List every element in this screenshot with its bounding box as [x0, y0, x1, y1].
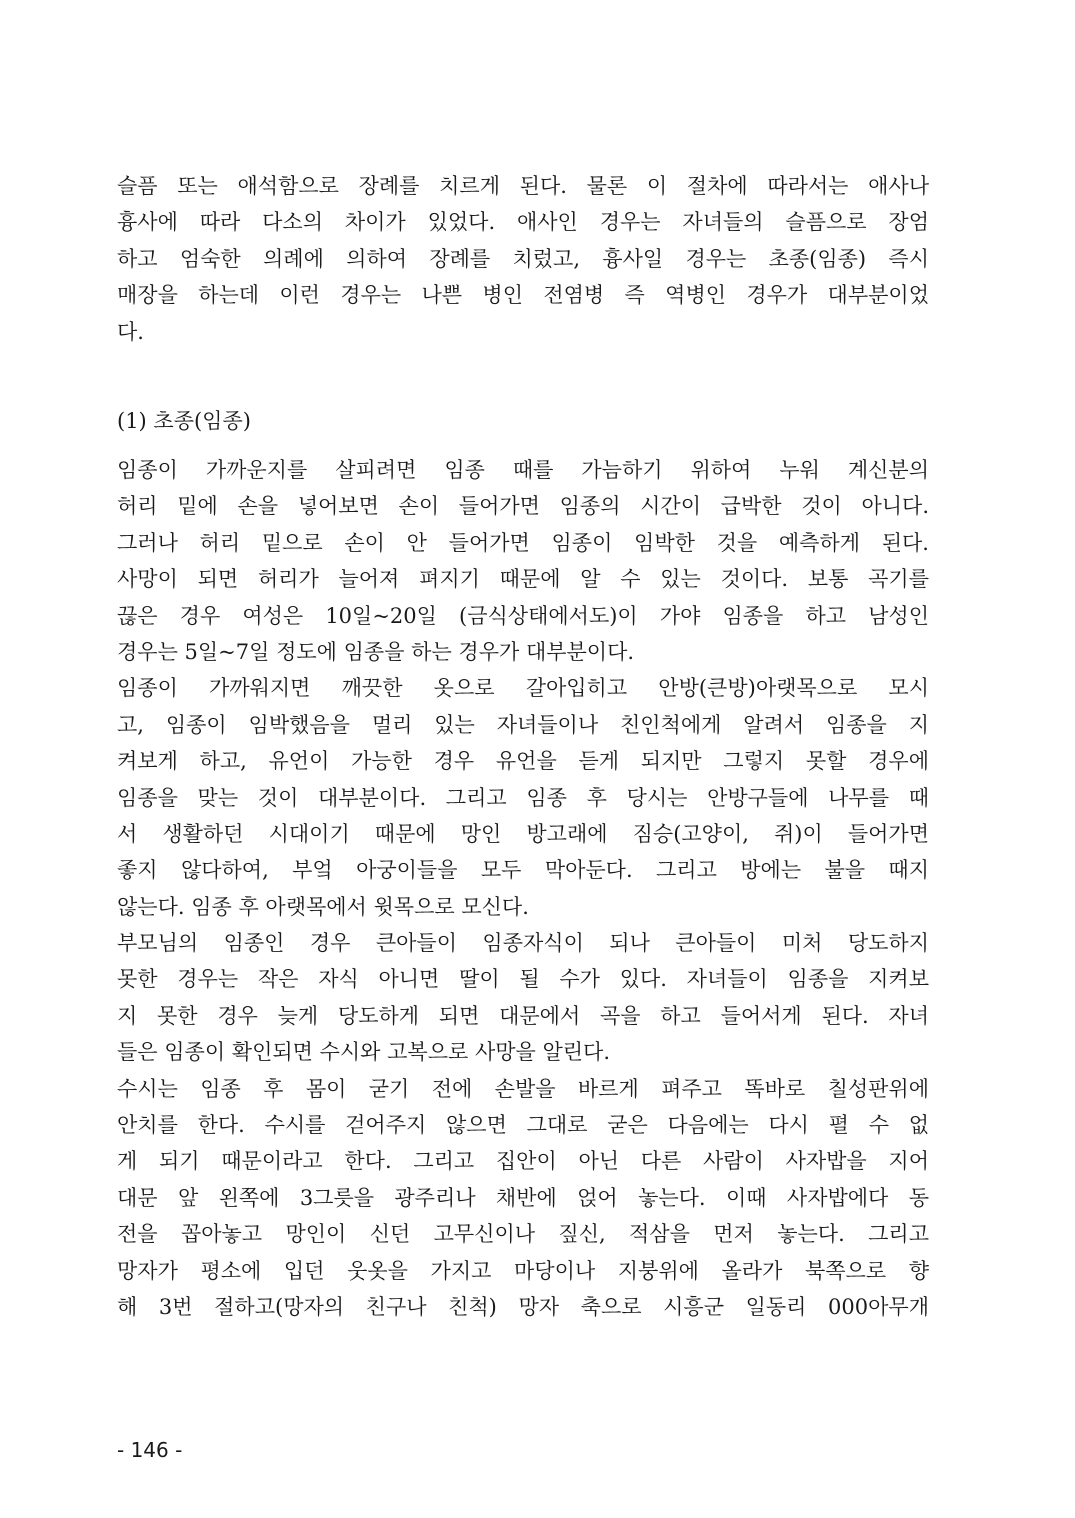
- text-line: 임종이 가까운지를 살피려면 임종 때를 가늠하기 위하여 누워 계신분의: [117, 458, 929, 482]
- text-line: 들은 임종이 확인되면 수시와 고복으로 사망을 알린다.: [117, 1040, 611, 1065]
- text-line: 해 3번 절하고(망자의 친구나 친척) 망자 축으로 시흥군 일동리 000아무개: [117, 1294, 929, 1319]
- text-line: 허리 밑에 손을 넣어보면 손이 들어가면 임종의 시간이 급박한 것이 아니다.: [117, 494, 929, 519]
- text-line: 매장을 하는데 이런 경우는 나쁜 병인 전염병 즉 역병인 경우가 대부분이었: [117, 283, 929, 308]
- page-number: - 146 -: [117, 1438, 183, 1462]
- text-line: 지 못한 경우 늦게 당도하게 되면 대문에서 곡을 하고 들어서게 된다. 자녀: [117, 1003, 929, 1028]
- text-line: 하고 엄숙한 의례에 의하여 장례를 치렀고, 흉사일 경우는 초종(임종) 즉시: [117, 246, 929, 271]
- section-body: [117, 452, 929, 1325]
- text-line: 않는다. 임종 후 아랫목에서 윗목으로 모신다.: [117, 894, 529, 919]
- text-line: 대문 앞 왼쪽에 3그릇을 광주리나 채반에 얹어 놓는다. 이때 사자밥에다 동: [117, 1185, 929, 1210]
- text-line: 그러나 허리 밑으로 손이 안 들어가면 임종이 임박한 것을 예측하게 된다.: [117, 530, 929, 555]
- text-line: 다.: [117, 319, 144, 344]
- text-line: 안치를 한다. 수시를 걷어주지 않으면 그대로 굳은 다음에는 다시 펼 수 없: [117, 1113, 929, 1138]
- text-line: 경우는 5일~7일 정도에 임종을 하는 경우가 대부분이다.: [117, 639, 635, 664]
- text-line: 게 되기 때문이라고 한다. 그리고 집안이 아닌 다른 사람이 사자밥을 지어: [117, 1149, 929, 1174]
- text-line: 서 생활하던 시대이기 때문에 망인 방고래에 짐승(고양이, 쥐)이 들어가면: [117, 821, 929, 846]
- text-line: 임종을 맞는 것이 대부분이다. 그리고 임종 후 당시는 안방구들에 나무를 때: [117, 785, 929, 810]
- text-line: 좋지 않다하여, 부엌 아궁이들을 모두 막아둔다. 그리고 방에는 불을 때지: [117, 858, 929, 883]
- text-line: 못한 경우는 작은 자식 아니면 딸이 될 수가 있다. 자녀들이 임종을 지켜보: [117, 967, 929, 992]
- text-line: 임종이 가까워지면 깨끗한 옷으로 갈아입히고 안방(큰방)아랫목으로 모시: [117, 676, 929, 701]
- text-line: 끊은 경우 여성은 10일~20일 (금식상태에서도)이 가야 임종을 하고 남성인: [117, 603, 929, 628]
- text-line: 부모님의 임종인 경우 큰아들이 임종자식이 되나 큰아들이 미처 당도하지: [117, 931, 929, 956]
- text-line: 전을 꼽아놓고 망인이 신던 고무신이나 짚신, 적삼을 먼저 놓는다. 그리고: [117, 1222, 929, 1247]
- text-line: 켜보게 하고, 유언이 가능한 경우 유언을 듣게 되지만 그렇지 못할 경우에: [117, 749, 929, 774]
- text-line: 사망이 되면 허리가 늘어져 펴지기 때문에 알 수 있는 것이다. 보통 곡기를: [117, 567, 929, 592]
- intro-paragraph: [117, 168, 929, 350]
- text-line: 수시는 임종 후 몸이 굳기 전에 손발을 바르게 펴주고 똑바로 칠성판위에: [117, 1076, 929, 1101]
- text-line: 망자가 평소에 입던 웃옷을 가지고 마당이나 지붕위에 올라가 북쪽으로 향: [117, 1258, 929, 1283]
- text-line: 흉사에 따라 다소의 차이가 있었다. 애사인 경우는 자녀들의 슬픔으로 장엄: [117, 210, 929, 235]
- text-line: 슬픔 또는 애석함으로 장례를 치르게 된다. 물론 이 절차에 따라서는 애사나: [117, 174, 929, 198]
- section-heading: (1) 초종(임종): [117, 409, 251, 433]
- text-line: 고, 임종이 임박했음을 멀리 있는 자녀들이나 친인척에게 알려서 임종을 지: [117, 712, 929, 737]
